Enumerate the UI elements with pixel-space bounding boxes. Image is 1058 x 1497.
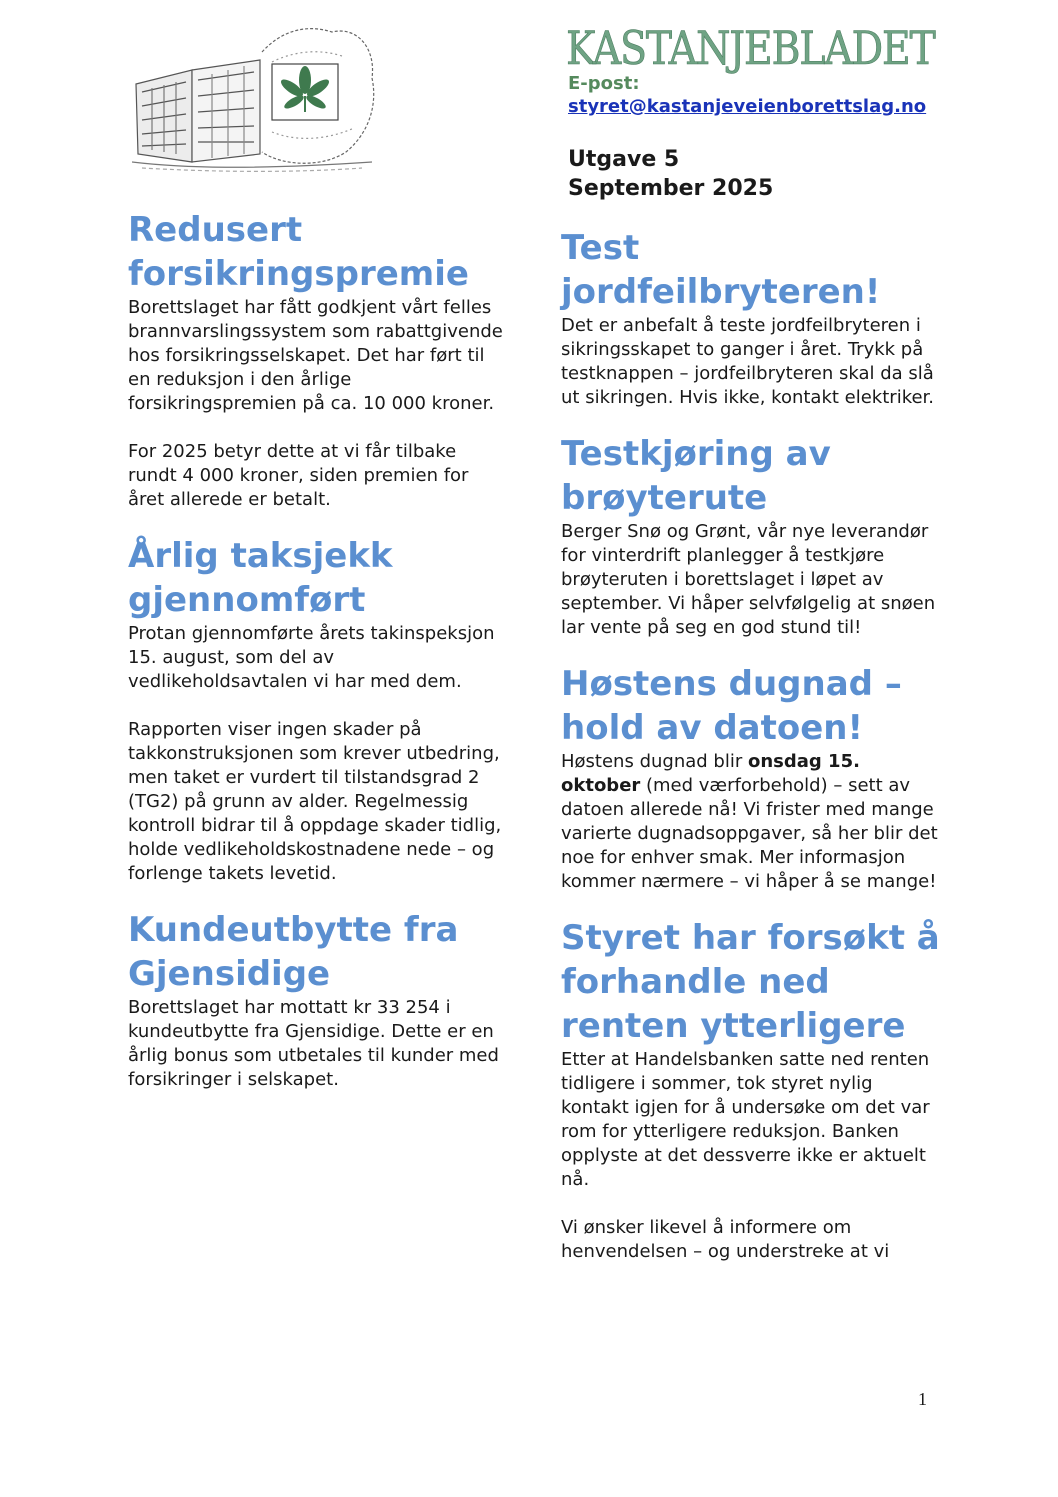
article-paragraph: Borettslaget har mottatt kr 33 254 i kundeutbytte fra Gjensidige. Dette er en årlig bonus som utbetales til kunder med forsikringer i selskapet.: [128, 997, 499, 1090]
email-label: E-post:: [568, 73, 640, 94]
article-paragraph: Borettslaget har fått godkjent vårt felles brannvarslingssystem som rabattgivende hos forsikringsselskapet. Det har ført til en reduksjon i den årlige forsikringspremien på ca. 10 000 kroner.: [128, 297, 503, 414]
article-ground-fault-breaker: [561, 226, 941, 410]
issue-info: [568, 145, 773, 203]
article-title: Kundeutbytte fra Gjensidige: [128, 910, 459, 994]
right-column: [561, 226, 941, 1264]
article-title: Test jordfeilbryteren!: [561, 228, 881, 312]
article-insurance-premium: [128, 208, 508, 512]
email-link[interactable]: styret@kastanjeveienborettslag.no: [568, 96, 927, 117]
paragraph-lead: Høstens dugnad blir: [561, 751, 748, 772]
left-column: [128, 208, 508, 1092]
article-paragraph: Rapporten viser ingen skader på takkonstruksjonen som krever utbedring, men taket er vurdert til tilstandsgrad 2 (TG2) på grunn av alder. Regelmessig kontroll bidrar til å oppdage skader tidlig, holde vedlikeholdskostnadene nede – og forlenge takets levetid.: [128, 719, 502, 884]
article-paragraph: Det er anbefalt å teste jordfeilbryteren i sikringsskapet to ganger i året. Trykk på testknappen – jordfeilbryteren skal da slå ut sikringen. Hvis ikke, kontakt elektriker.: [561, 315, 935, 408]
page-number: 1: [918, 1389, 927, 1409]
article-paragraph: For 2025 betyr dette at vi får tilbake rundt 4 000 kroner, siden premien for året allerede er betalt.: [128, 441, 469, 510]
article-snow-route: [561, 432, 941, 640]
article-paragraph: [561, 750, 941, 894]
article-customer-dividend: [128, 908, 508, 1092]
article-title: Styret har forsøkt å forhandle ned renten ytterligere: [561, 918, 940, 1046]
article-roof-inspection: [128, 534, 508, 886]
article-paragraph: Etter at Handelsbanken satte ned renten tidligere i sommer, tok styret nylig kontakt igjen for å undersøke om det var rom for ytterligere reduksjon. Banken opplyste at det dessverre ikke er aktuelt nå.: [561, 1049, 930, 1190]
article-title: Redusert forsikringspremie: [128, 210, 469, 294]
article-interest-negotiation: [561, 916, 941, 1264]
paragraph-rest: (med værforbehold) – sett av datoen allerede nå! Vi frister med mange varierte dugnadsoppgaver, så her blir det noe for enhver smak. Mer informasjon kommer nærmere – vi håper å se mange!: [561, 775, 938, 892]
article-title: Årlig taksjekk gjennomført: [128, 536, 393, 620]
article-paragraph: Berger Snø og Grønt, vår nye leverandør for vinterdrift planlegger å testkjøre brøyteruten i borettslaget i løpet av september. Vi håper selvfølgelig at snøen lar vente på seg en god stund til!: [561, 521, 936, 638]
issue-number: Utgave 5: [568, 147, 680, 172]
dugnad-date-highlight: onsdag 15. oktober: [561, 751, 860, 796]
article-paragraph: Protan gjennomførte årets takinspeksjon 15. august, som del av vedlikeholdsavtalen vi har med dem.: [128, 623, 495, 692]
building-leaf-logo-icon: [132, 22, 382, 174]
issue-date: September 2025: [568, 176, 774, 201]
article-autumn-dugnad: [561, 662, 941, 894]
article-title: Høstens dugnad – hold av datoen!: [561, 664, 902, 748]
article-paragraph: Vi ønsker likevel å informere om henvendelsen – og understreke at vi: [561, 1217, 890, 1262]
article-title: Testkjøring av brøyterute: [561, 434, 831, 518]
newsletter-masthead: KASTANJEBLADET: [566, 21, 935, 75]
